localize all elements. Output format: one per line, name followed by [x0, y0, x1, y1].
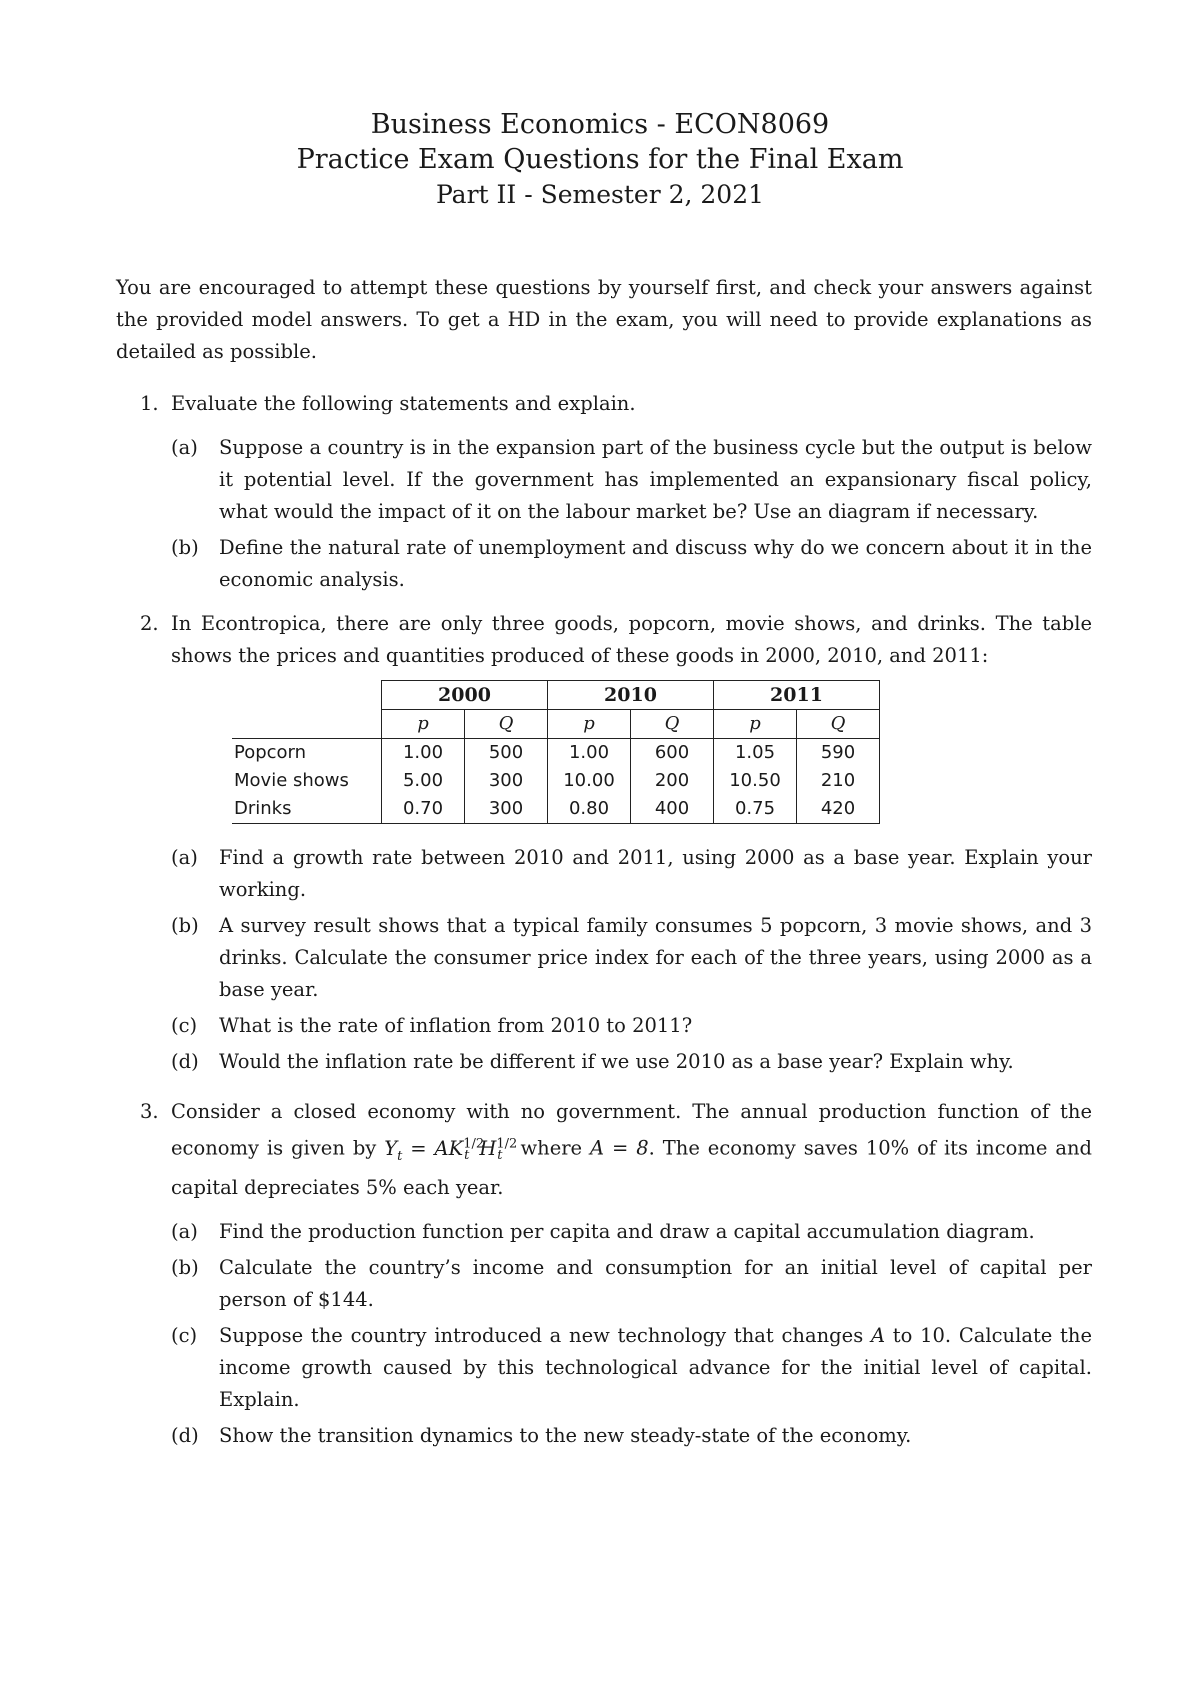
sub-label: (b) [171, 914, 199, 937]
table-cell: 300 [465, 767, 548, 795]
question-1b [171, 532, 1092, 596]
year-header: 2011 [714, 681, 880, 710]
question-text: Consider a closed economy with no government. The annual production function of the economy is given by $Y_t = AK^{1/2}_t$ $H^{1/2}_t$ where A = 8. The economy saves 10% of its income and capital depreciates 5% each year. [171, 1100, 1092, 1200]
sub-text: What is the rate of inflation from 2010 to 2011? [219, 1014, 693, 1037]
year-header: 2010 [548, 681, 714, 710]
question-2a [171, 842, 1092, 906]
price-quantity-table [232, 680, 880, 824]
table-cell: 0.70 [382, 795, 465, 824]
production-function-formula: $Y_t = AK^{1/2}_t$ $H^{1/2}_t$ [384, 1136, 518, 1164]
table-cell: 500 [465, 739, 548, 768]
row-label: Popcorn [232, 739, 382, 768]
part-subtitle: Part II - Semester 2, 2021 [435, 180, 765, 209]
question-number: 2. [140, 612, 159, 635]
table-cell: 5.00 [382, 767, 465, 795]
intro-paragraph: You are encouraged to attempt these questions by yourself first, and check your answers against the provided model answers. To get a HD in the exam, you will need to provide explanations as detailed as possible. [116, 276, 1092, 363]
table-row [232, 767, 880, 795]
table-cell: 420 [797, 795, 880, 824]
question-3b [171, 1252, 1092, 1316]
sub-text: Suppose the country introduced a new technology that changes A to 10. Calculate the income growth caused by this technological advance for the initial level of capital. Explain. [219, 1324, 1092, 1412]
question-3 [116, 1096, 1092, 1452]
quantity-column-header: Q [465, 710, 548, 739]
question-2d [171, 1046, 1092, 1078]
technology-parameter: A = 8 [590, 1136, 649, 1160]
table-row [232, 795, 880, 824]
table-cell: 0.80 [548, 795, 631, 824]
question-1a [171, 432, 1092, 528]
exam-title: Practice Exam Questions for the Final Exam [296, 144, 904, 175]
sub-text: Find a growth rate between 2010 and 2011, using 2000 as a base year. Explain your working. [219, 846, 1092, 901]
row-label: Drinks [232, 795, 382, 824]
table-cell: 1.05 [714, 739, 797, 768]
price-column-header: p [548, 710, 631, 739]
question-text: In Econtropica, there are only three goods, popcorn, movie shows, and drinks. The table shows the prices and quantities produced of these goods in 2000, 2010, and 2011: [171, 612, 1092, 667]
sub-text: Suppose a country is in the expansion part of the business cycle but the output is below it potential level. If the government has implemented an expansionary fiscal policy, what would the impact of it on the labour market be? Use an diagram if necessary. [219, 436, 1092, 523]
table-cell: 1.00 [548, 739, 631, 768]
sub-text: Would the inflation rate be different if we use 2010 as a base year? Explain why. [219, 1050, 1014, 1073]
sub-text: Show the transition dynamics to the new steady-state of the economy. [219, 1424, 912, 1448]
sub-label: (c) [171, 1324, 198, 1348]
table-cell: 0.75 [714, 795, 797, 824]
table-cell: 210 [797, 767, 880, 795]
table-cell: 600 [631, 739, 714, 768]
question-1 [116, 388, 1092, 596]
sub-label: (d) [171, 1424, 199, 1448]
sub-text: A survey result shows that a typical family consumes 5 popcorn, 3 movie shows, and 3 drinks. Calculate the consumer price index for each of the three years, using 2000 as a base year. [219, 914, 1092, 1001]
table-cell: 400 [631, 795, 714, 824]
sub-label: (b) [171, 1256, 199, 1280]
sub-label: (a) [171, 1220, 198, 1244]
table-cell: 300 [465, 795, 548, 824]
sub-label: (c) [171, 1014, 198, 1037]
question-number: 1. [140, 392, 159, 415]
table-cell: 590 [797, 739, 880, 768]
question-text: Evaluate the following statements and explain. [171, 392, 636, 415]
sub-text: Calculate the country’s income and consumption for an initial level of capital per person of $144. [219, 1256, 1092, 1312]
question-text-end: . The economy saves 10% of its income and capital depreciates 5% each year. [171, 1136, 1092, 1200]
sub-text: Find the production function per capita and draw a capital accumulation diagram. [219, 1220, 1035, 1244]
sub-label: (a) [171, 436, 198, 459]
year-header: 2000 [382, 681, 548, 710]
quantity-column-header: Q [631, 710, 714, 739]
price-column-header: p [714, 710, 797, 739]
row-label: Movie shows [232, 767, 382, 795]
table-cell: 10.00 [548, 767, 631, 795]
table-row [232, 739, 880, 768]
question-text-start: Consider a closed economy with no government. The annual production function of the economy is given by [171, 1100, 1092, 1160]
sub-label: (b) [171, 536, 199, 559]
question-2 [116, 608, 1092, 672]
quantity-column-header: Q [797, 710, 880, 739]
title-block [0, 108, 1200, 212]
sub-label: (d) [171, 1050, 199, 1073]
question-3a [171, 1216, 1092, 1248]
course-title: Business Economics - ECON8069 [370, 109, 830, 140]
question-3d [171, 1420, 1092, 1452]
price-column-header: p [382, 710, 465, 739]
exam-body [116, 272, 1092, 1452]
question-2-parts [116, 842, 1092, 1078]
question-number: 3. [140, 1100, 159, 1123]
sub-text: Define the natural rate of unemployment and discuss why do we concern about it in the economic analysis. [219, 536, 1092, 591]
sub-label: (a) [171, 846, 198, 869]
table-cell: 1.00 [382, 739, 465, 768]
question-3c [171, 1320, 1092, 1416]
table-cell: 200 [631, 767, 714, 795]
table-cell: 10.50 [714, 767, 797, 795]
question-2c [171, 1010, 1092, 1042]
question-2b [171, 910, 1092, 1006]
